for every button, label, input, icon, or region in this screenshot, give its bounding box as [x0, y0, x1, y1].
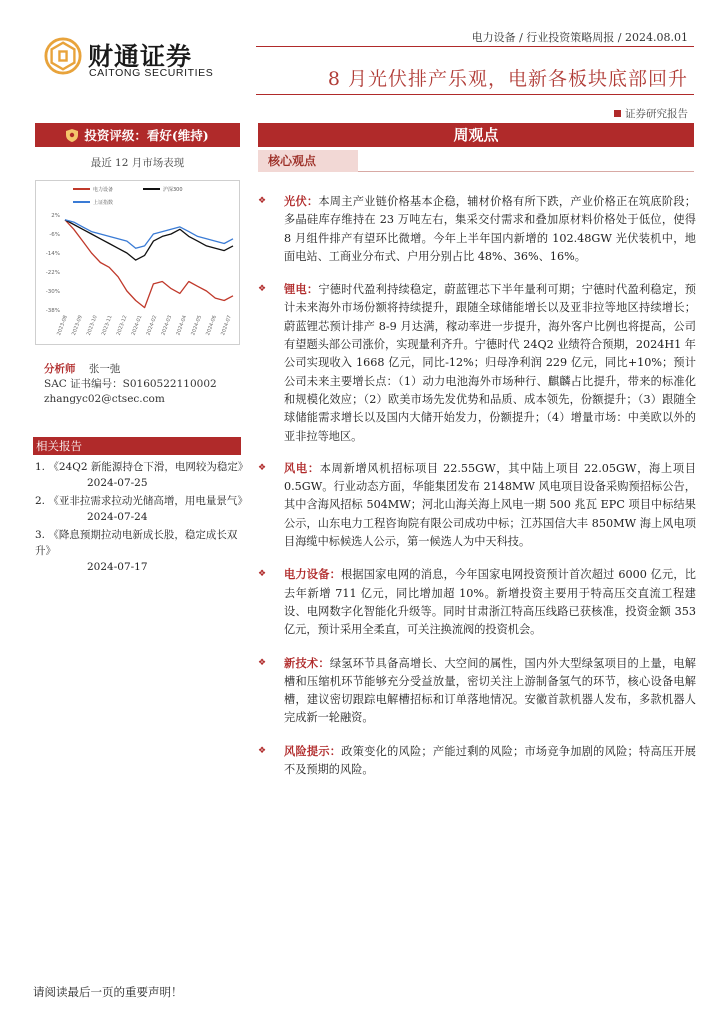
- x-tick-label: 2024-02: [145, 314, 159, 337]
- y-tick-label: -30%: [45, 289, 60, 295]
- related-report-item[interactable]: [35, 527, 245, 575]
- related-reports-title: 相关报告: [33, 437, 241, 455]
- market-performance-chart: [35, 180, 240, 345]
- point-body: 宁德时代盈利持续稳定，蔚蓝锂芯下半年量利可期；宁德时代盈利稳定，预计未来海外市场份额将持续提升，跟随全球储能增长以及亚非拉等地区持续增长；蔚蓝锂芯预计排产 8-9 月达满，稼动率进一步提升，海外客户比例也将提高，公司有望题头部公司涨价，实现量利齐升。宁德时代 24Q2 业绩符合预期，2024H1 年公司实现收入 1668 亿元，同比-12%；归母净利润 229 亿元，同比+10%；预计公司未来主要增长点：（1）动力电池海外市场种行、麒麟占比提升，带来的标准化和规模化效应；（2）欧美市场先发优势和品质、成本领先，份额提升；（3）跟随全球储能需求增长以及国内大储开始发力，份额提升；（4）增量市场：中美欧以外的亚非拉等地区。: [284, 283, 696, 443]
- square-bullet-icon: [614, 110, 621, 117]
- core-view-title: 核心观点: [258, 150, 358, 172]
- x-tick-label: 2023-08: [56, 314, 69, 337]
- legend-label: 电力设备: [93, 187, 114, 193]
- point-body: 政策变化的风险；产能过剩的风险；市场竞争加剧的风险；特高压开展不及预期的风险。: [284, 744, 696, 777]
- x-tick-label: 2023-12: [115, 314, 129, 337]
- diamond-bullet-icon: ❖: [258, 745, 267, 756]
- analyst-label: 分析师: [44, 363, 76, 375]
- y-tick-label: -38%: [45, 308, 60, 314]
- y-tick-label: -6%: [49, 232, 60, 238]
- point-body: 本周新增风机招标项目 22.55GW，其中陆上项目 22.05GW，海上项目 0.5GW。行业动态方面，华能集团发布 2148MW 风电项目设备采购预招标公告，其中含海风招标 504MW；河北山海关海上风电一期 500 兆瓦 EPC 项目中标结果公示，山东电力工程咨询院有限公司成功中标；江苏国信大丰 850MW 海上风电项目海缆中标候选人公示，第一候选人为中天科技。: [284, 461, 696, 549]
- x-tick-label: 2023-10: [85, 314, 99, 337]
- related-report-title: 1. 《24Q2 新能源持仓下滑，电网较为稳定》: [35, 461, 249, 473]
- shield-icon: [66, 129, 78, 142]
- x-tick-label: 2024-05: [190, 314, 204, 337]
- related-report-item[interactable]: [35, 459, 249, 491]
- x-tick-label: 2023-09: [70, 314, 84, 337]
- point-head: 锂电：: [284, 282, 319, 297]
- related-report-item[interactable]: [35, 493, 248, 525]
- weekly-view-title: 周观点: [258, 123, 694, 147]
- analyst-name: 张一弛: [88, 363, 121, 375]
- x-tick-label: 2024-06: [205, 314, 218, 337]
- legend-label: 上证指数: [93, 200, 114, 206]
- related-report-date: 2024-07-17: [87, 561, 148, 573]
- rating-text: 投资评级：看好(维持): [84, 128, 209, 143]
- analyst-email[interactable]: zhangyc02@ctsec.com: [44, 393, 165, 405]
- point-pv: [258, 192, 696, 266]
- related-report-title: 3. 《降息预期拉动电新成长股，稳定成长双升》: [35, 529, 238, 557]
- point-body: 绿氢环节具备高增长、大空间的属性，国内外大型绿氢项目的上量，电解槽和压缩机环节能够充分受益放量，密切关注上游制备氢气的环节，核心设备电解槽，建议密切跟踪电解槽招标和订单落地情况。安徽首款机器人发布，多款机器人完成新一轮融资。: [284, 656, 696, 725]
- diamond-bullet-icon: ❖: [258, 569, 267, 580]
- y-tick-label: -22%: [45, 270, 60, 276]
- point-power-equipment: [258, 565, 696, 639]
- point-new-tech: [258, 654, 696, 728]
- header-divider: [256, 46, 694, 47]
- point-lithium: [258, 280, 696, 446]
- point-head: 新技术：: [284, 655, 330, 670]
- key-points: [258, 192, 696, 779]
- x-tick-label: 2024-07: [220, 314, 233, 337]
- report-type-label: 证券研究报告: [625, 108, 688, 120]
- diamond-bullet-icon: ❖: [258, 196, 267, 206]
- legend-label: 沪深300: [163, 187, 183, 193]
- chart-svg: [35, 180, 240, 345]
- rating-banner: [35, 123, 240, 147]
- x-tick-label: 2024-03: [160, 314, 174, 337]
- logo-icon: [44, 37, 82, 75]
- point-head: 电力设备：: [284, 567, 341, 582]
- diamond-bullet-icon: ❖: [258, 657, 267, 668]
- related-reports-list: [35, 459, 249, 577]
- point-wind: [258, 459, 696, 551]
- sac-number: SAC 证书编号：S0160522110002: [44, 378, 217, 390]
- brand-name-en: CAITONG SECURITIES: [89, 67, 214, 79]
- headline-divider: [256, 94, 694, 95]
- related-report-date: 2024-07-24: [87, 511, 148, 523]
- y-tick-label: 2%: [51, 213, 60, 219]
- report-type: [614, 106, 688, 121]
- point-body: 本周主产业链价格基本企稳，辅材价格有所下跌，产业价格正在筑底阶段；多晶硅库存维持在 23 万吨左右，集采交付需求和叠加原材料价格处于低位，使得 8 月组件排产有望环比微增。今年上半年国内新增的 102.48GW 光伏装机中，地面电站、工商业分布式、户用分别占比 48%、36%、16%。: [284, 195, 696, 263]
- point-head: 风电：: [284, 460, 320, 475]
- point-head: 风险提示：: [284, 743, 342, 758]
- company-logo: [44, 37, 244, 83]
- diamond-bullet-icon: ❖: [258, 284, 267, 295]
- related-report-date: 2024-07-25: [87, 477, 148, 489]
- report-meta: 电力设备 / 行业投资策略周报 / 2024.08.01: [471, 31, 688, 44]
- x-tick-label: 2024-04: [175, 314, 189, 337]
- point-body: 根据国家电网的消息，今年国家电网投资预计首次超过 6000 亿元，比去年新增 711 亿元，同比增加超 10%。新增投资主要用于特高压交直流工程建设、电网数字化智能化升级等。同时甘肃浙江特高压线路已获核准，投资金额 353 亿元，预计采用全柔直，可关注换流阀的投资机会。: [284, 568, 696, 637]
- report-headline: 8 月光伏排产乐观，电新各板块底部回升: [327, 68, 688, 90]
- core-divider: [358, 171, 694, 172]
- disclaimer-note: 请阅读最后一页的重要声明！: [33, 985, 183, 999]
- analyst-block: [44, 362, 244, 407]
- brand-name-cn: 财通证券: [88, 42, 193, 71]
- point-head: 光伏：: [284, 194, 319, 208]
- related-report-title: 2. 《亚非拉需求拉动光储高增，用电量景气》: [35, 495, 248, 507]
- point-risk: [258, 742, 696, 780]
- y-tick-label: -14%: [45, 251, 60, 257]
- diamond-bullet-icon: ❖: [258, 462, 267, 473]
- x-tick-label: 2024-01: [130, 314, 144, 337]
- series-line-2: [65, 220, 233, 249]
- chart-caption: 最近 12 月市场表现: [90, 157, 185, 169]
- x-tick-label: 2023-11: [100, 314, 114, 337]
